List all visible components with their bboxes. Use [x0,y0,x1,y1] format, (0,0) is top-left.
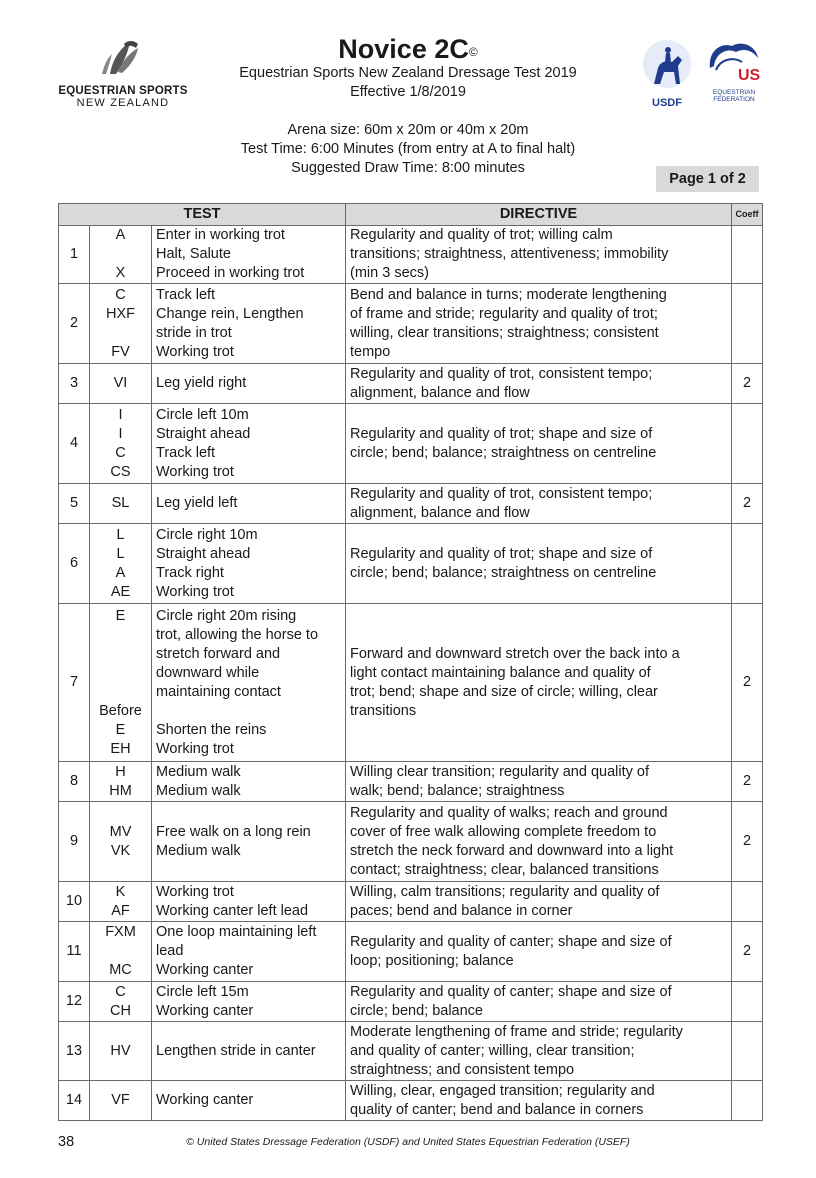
movement-description-line: Circle right 10m [156,526,258,543]
movement-markers-line: AE [110,583,131,600]
table-row [59,882,763,922]
page-number: 38 [58,1134,75,1150]
movement-directive [346,1081,732,1121]
movement-markers-line: MV [109,823,132,840]
col-test-header: TEST [59,204,346,226]
movement-description-line: Working trot [156,343,234,360]
movement-markers-line: I [118,425,123,442]
movement-number: 1 [59,226,90,284]
movement-directive-line: paces; bend and balance in corner [350,902,573,919]
movement-directive [346,364,732,404]
movement-description-line: Track right [156,564,224,581]
copyright-notice: © United States Dressage Federation (USDF) and United States Equestrian Federation (USEF) [186,1136,630,1148]
table-row [59,284,763,364]
movement-markers-line: CH [110,1002,131,1019]
movement-number: 5 [59,484,90,524]
movement-description-line: trot, allowing the horse to [156,626,319,643]
movement-markers-line: C [115,983,126,1000]
table-row [59,226,763,284]
usdf-label: USDF [652,97,682,109]
movement-directive-line: Regularity and quality of trot, consistent tempo; [350,365,653,382]
movement-description-line: Working canter [156,962,254,978]
movement-description-line: Circle right 20m rising [156,607,297,624]
movement-description [152,284,346,364]
movement-description-line: Change rein, Lengthen [156,305,304,322]
movement-description [152,882,346,922]
movement-description [152,1081,346,1121]
coefficient [732,882,763,922]
movement-directive-line: transitions; straightness, attentiveness; immobility [350,246,669,262]
movement-description-line [156,702,341,721]
movement-number: 9 [59,802,90,882]
movement-markers-line: HV [110,1042,131,1059]
movement-description-line: maintaining contact [156,683,281,700]
movement-markers [90,882,152,922]
movement-number: 6 [59,524,90,604]
movement-number: 14 [59,1081,90,1121]
draw-time: Suggested Draw Time: 8:00 minutes [291,160,525,176]
movement-directive-line: Regularity and quality of walks; reach and ground [350,804,668,821]
movement-description-line: Straight ahead [156,425,251,442]
movement-description-line: Working canter [156,1092,254,1108]
movement-markers [90,226,152,284]
movement-number: 11 [59,922,90,982]
movement-markers-line: H [115,763,126,780]
movement-markers-line: L [116,545,125,562]
movement-number: 4 [59,404,90,484]
movement-description-line: Lengthen stride in canter [156,1042,316,1059]
movement-description-line: Working trot [156,583,234,600]
movement-number: 3 [59,364,90,404]
movement-markers-line [90,324,151,343]
movement-description [152,226,346,284]
coefficient: 2 [732,762,763,802]
movement-description-line: Working canter [156,1002,254,1019]
movement-description [152,922,346,982]
movement-markers [90,922,152,982]
movement-directive [346,484,732,524]
movement-description-line: Circle left 15m [156,983,249,1000]
coefficient: 2 [732,604,763,762]
table-row [59,802,763,882]
movement-directive [346,922,732,982]
movement-description [152,604,346,762]
movement-markers-line: Before [99,702,142,719]
movement-directive-line: Regularity and quality of trot; willing calm [350,227,613,243]
movement-description-line: stride in trot [156,324,232,341]
table-row [59,484,763,524]
movement-directive-line: stretch the neck forward and downward into a light [350,842,674,859]
movement-directive [346,982,732,1022]
usef-line2: FEDERATION [713,96,755,103]
movement-directive-line: straightness; and consistent tempo [350,1061,575,1078]
movement-directive-line: cover of free walk allowing complete freedom to [350,823,657,840]
movement-description-line: Leg yield left [156,495,238,511]
movement-description-line: One loop maintaining left [156,924,317,940]
movement-markers-line [90,245,151,264]
movement-markers-line: A [115,227,126,243]
movement-description-line: downward while [156,664,260,681]
movement-description-line: Working trot [156,463,234,480]
coefficient [732,284,763,364]
table-row [59,1022,763,1081]
movement-directive [346,524,732,604]
movement-markers [90,404,152,484]
movement-description-line: Working trot [156,740,234,757]
movement-number: 2 [59,284,90,364]
movement-description-line: Track left [156,286,216,303]
coefficient [732,524,763,604]
coefficient [732,1022,763,1081]
movement-directive-line: Regularity and quality of trot; shape and size of [350,545,653,562]
movement-directive [346,802,732,882]
movement-number: 10 [59,882,90,922]
movement-description-line: Medium walk [156,763,241,780]
movement-markers-line: L [116,526,125,543]
movement-directive [346,226,732,284]
movement-markers-line: HM [109,782,132,799]
movement-directive-line: walk; bend; balance; straightness [350,782,565,799]
movement-directive [346,1022,732,1081]
movement-markers-line: I [118,406,123,423]
table-row [59,982,763,1022]
test-table [58,203,763,1121]
movement-description-line: Medium walk [156,782,241,799]
movement-markers-line: A [115,564,126,581]
movement-directive-line: Regularity and quality of trot, consistent tempo; [350,485,653,502]
movement-directive-line: circle; bend; balance [350,1002,483,1019]
coefficient [732,404,763,484]
movement-directive-line: light contact maintaining balance and quality of [350,664,651,681]
movement-description [152,762,346,802]
movement-markers [90,524,152,604]
movement-directive [346,284,732,364]
coefficient: 2 [732,802,763,882]
movement-directive-line: Regularity and quality of trot; shape and size of [350,425,653,442]
movement-markers-line: E [115,607,126,624]
movement-directive-line: Willing clear transition; regularity and quality of [350,763,649,780]
movement-directive-line: loop; positioning; balance [350,952,514,969]
movement-directive-line: Bend and balance in turns; moderate lengthening [350,286,667,303]
col-coeff-header: Coeff [732,204,763,226]
movement-directive-line: Willing, calm transitions; regularity and quality of [350,883,660,900]
movement-description-line: Proceed in working trot [156,265,305,281]
usef-line1: EQUESTRIAN [712,89,756,96]
copyright-mark: © [468,45,478,59]
movement-number: 7 [59,604,90,762]
coefficient: 2 [732,364,763,404]
movement-markers-line [90,942,151,961]
movement-directive-line: (min 3 secs) [350,265,429,281]
movement-markers-line: C [115,444,126,461]
movement-markers-line: E [115,721,126,738]
subtitle: Equestrian Sports New Zealand Dressage Test 2019 [239,65,577,81]
movement-description [152,982,346,1022]
movement-markers [90,982,152,1022]
esnz-name-line2: NEW ZEALAND [76,97,170,109]
movement-description-line: Straight ahead [156,545,251,562]
movement-markers-line: MC [109,962,132,978]
movement-markers [90,762,152,802]
movement-description-line: Circle left 10m [156,406,249,423]
title-text: Novice 2C [338,34,469,64]
movement-markers-line: K [115,883,126,900]
movement-description [152,1022,346,1081]
movement-description [152,524,346,604]
movement-markers-line: X [115,265,126,281]
movement-description-line: Shorten the reins [156,721,267,738]
movement-description-line: Enter in working trot [156,227,285,243]
movement-number: 8 [59,762,90,802]
movement-directive-line: contact; straightness; clear, balanced transitions [350,861,659,878]
movement-description [152,484,346,524]
movement-description [152,364,346,404]
movement-directive-line: Forward and downward stretch over the back into a [350,645,680,662]
movement-description-line: Working canter left lead [156,902,309,919]
movement-markers [90,484,152,524]
coefficient [732,226,763,284]
table-row [59,1081,763,1121]
table-row [59,762,763,802]
movement-markers-line [90,626,151,645]
coefficient: 2 [732,922,763,982]
movement-markers-line: AF [111,902,130,919]
coefficient [732,982,763,1022]
table-row [59,922,763,982]
movement-description-line: Leg yield right [156,375,247,391]
movement-description-line: Free walk on a long rein [156,823,311,840]
movement-markers [90,802,152,882]
movement-directive-line: Regularity and quality of canter; shape and size of [350,933,672,950]
movement-markers [90,1081,152,1121]
movement-description-line: lead [156,943,184,959]
movement-description [152,802,346,882]
movement-markers [90,604,152,762]
table-header-row [59,204,763,226]
table-row [59,524,763,604]
movement-markers-line: EH [110,740,131,757]
movement-directive-line: circle; bend; balance; straightness on centreline [350,444,657,461]
esnz-name-line1: EQUESTRIAN SPORTS [58,85,188,97]
movement-markers-line: VK [110,842,131,859]
movement-markers-line: C [115,286,126,303]
movement-markers-line: CS [110,463,131,480]
movement-markers-line [90,645,151,664]
usef-mark: US [738,67,761,84]
coefficient [732,1081,763,1121]
movement-markers-line: FXM [105,924,136,940]
movement-directive-line: and quality of canter; willing, clear transition; [350,1042,635,1059]
table-body [59,226,763,1121]
table-row [59,364,763,404]
movement-directive-line: Regularity and quality of canter; shape and size of [350,983,672,1000]
arena-size: Arena size: 60m x 20m or 40m x 20m [287,122,529,138]
test-time: Test Time: 6:00 Minutes (from entry at A to final halt) [240,141,576,157]
movement-directive [346,604,732,762]
movement-description-line: Halt, Salute [156,246,231,262]
movement-markers [90,284,152,364]
movement-markers-line: VF [111,1092,130,1108]
table-row [59,604,763,762]
page-indicator: Page 1 of 2 [656,166,759,192]
movement-markers-line: VI [113,375,128,391]
movement-description-line: Working trot [156,883,234,900]
movement-description [152,404,346,484]
movement-markers [90,364,152,404]
movement-number: 12 [59,982,90,1022]
coefficient: 2 [732,484,763,524]
movement-directive [346,882,732,922]
movement-directive-line: trot; bend; shape and size of circle; willing, clear [350,683,658,700]
movement-directive-line: tempo [350,343,391,360]
movement-directive-line: Willing, clear, engaged transition; regularity and [350,1082,655,1099]
effective-date: Effective 1/8/2019 [350,84,466,100]
movement-directive-line: of frame and stride; regularity and quality of trot; [350,305,658,322]
movement-markers-line: HXF [106,305,135,322]
movement-directive-line: alignment, balance and flow [350,384,530,401]
movement-directive-line: willing, clear transitions; straightness; consistent [350,324,659,341]
movement-markers-line [90,664,151,683]
movement-description-line: Medium walk [156,842,241,859]
movement-markers-line: FV [111,343,130,360]
table-row [59,404,763,484]
col-directive-header: DIRECTIVE [346,204,732,226]
movement-directive-line: circle; bend; balance; straightness on centreline [350,564,657,581]
movement-directive-line: transitions [350,702,417,719]
movement-description-line: Track left [156,444,216,461]
movement-markers [90,1022,152,1081]
movement-directive [346,762,732,802]
movement-markers-line [90,683,151,702]
movement-directive [346,404,732,484]
movement-markers-line: SL [111,495,130,511]
movement-directive-line: quality of canter; bend and balance in corners [350,1101,644,1118]
movement-description-line: stretch forward and [156,645,281,662]
movement-number: 13 [59,1022,90,1081]
movement-directive-line: alignment, balance and flow [350,504,530,521]
movement-directive-line: Moderate lengthening of frame and stride; regularity [350,1023,683,1040]
